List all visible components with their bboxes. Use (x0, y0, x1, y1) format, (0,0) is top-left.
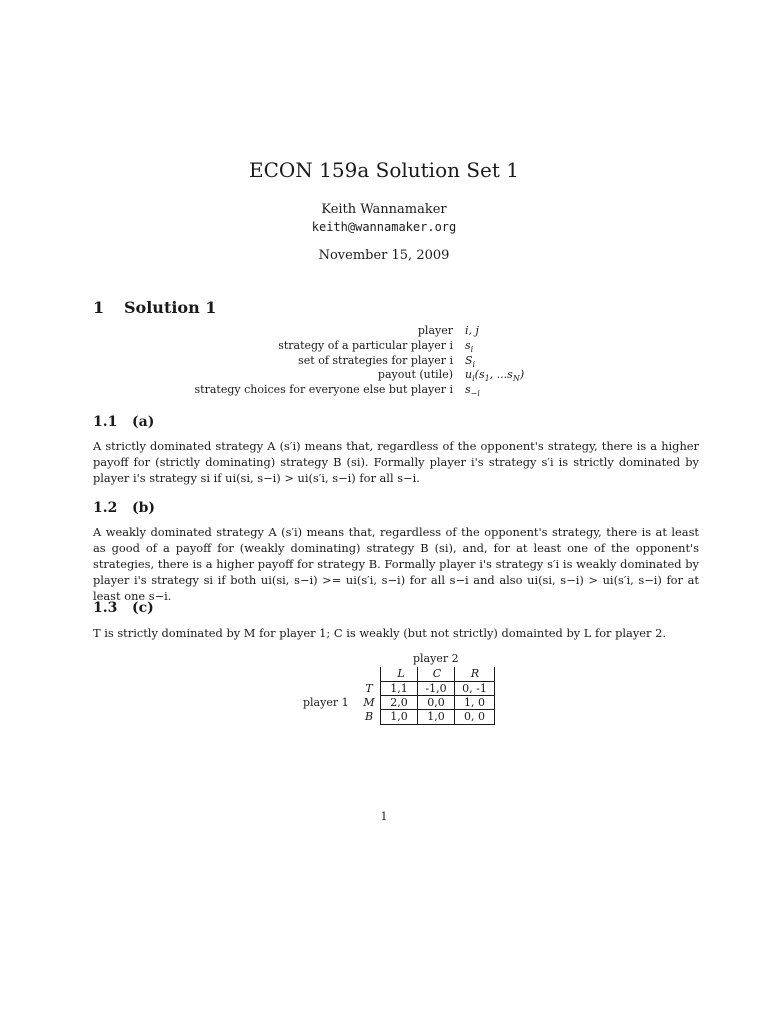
player2-label: player 2 (413, 652, 459, 665)
subsection-number: 1.2 (93, 500, 118, 516)
notation-symbol: $s_{-i}$ (465, 383, 480, 399)
payoff-cell: 1,1 (390, 682, 408, 695)
row-header: M (363, 696, 375, 709)
row-header: B (364, 710, 374, 723)
notation-description: strategy choices for everyone else but player i (194, 383, 453, 397)
subsection-number: 1.3 (93, 600, 118, 616)
subsection-number: 1.1 (93, 414, 118, 430)
subsection-title: (c) (132, 600, 154, 616)
page-title: ECON 159a Solution Set 1 (249, 158, 519, 182)
page-number: 1 (380, 810, 388, 823)
payoff-cell: -1,0 (425, 682, 447, 695)
author-email: keith@wannamaker.org (311, 220, 457, 234)
author-name: Keith Wannamaker (321, 202, 447, 217)
notation-symbol: $u_i(s_1$, $...s_N$) (465, 368, 525, 384)
paragraph-game-answer: T is strictly dominated by M for player 1; C is weakly (but not strictly) domainted by L for player 2. (93, 626, 666, 640)
payoff-cell: 2,0 (390, 696, 408, 709)
document-date: November 15, 2009 (318, 248, 450, 263)
paragraph-strict-domination: A strictly dominated strategy A (s′i) means that, regardless of the opponent's strategy, there is a higher payoff for (strictly dominating) strategy B (si). Formally player i's strategy s′i is strictly dominated by player i's strategy si if ui(si, s−i) > ui(s′i, s−i) for all s−i. (93, 439, 699, 485)
grid-line (494, 667, 495, 725)
notation-description: set of strategies for player i (298, 353, 453, 367)
payoff-cell: 1,0 (427, 710, 445, 723)
column-header: L (397, 667, 405, 680)
section-number: 1 (93, 298, 105, 317)
payoff-cell: 0, 0 (464, 710, 485, 723)
notation-symbol: $S_i$ (465, 353, 476, 369)
notation-symbol: i, j (465, 324, 479, 337)
section-title: Solution 1 (124, 298, 217, 317)
notation-description: player (417, 324, 453, 337)
subsection-title: (a) (132, 414, 155, 430)
notation-description: payout (utile) (377, 368, 453, 382)
payoff-cell: 0, -1 (462, 682, 487, 695)
column-header: C (432, 667, 442, 680)
notation-symbol: $s_i$ (465, 338, 474, 354)
payoff-cell: 1,0 (390, 710, 408, 723)
notation-description: strategy of a particular player i (278, 338, 453, 352)
payoff-cell: 1, 0 (464, 696, 485, 709)
paragraph-weak-domination: A weakly dominated strategy A (s′i) means that, regardless of the opponent's strategy, there is at least as good of a payoff for (weakly dominating) strategy B (si), and, for at least one of the opponent's strategies, there is a higher payoff for strategy B. Formally player i's strategy s′i is weakly dominated by player i's strategy si if both ui(si, s−i) >= ui(s′i, s−i) for all s−i and also ui(si, s−i) > ui(s′i, s−i) for at least one s−i. (93, 525, 699, 603)
subsection-title: (b) (132, 500, 156, 516)
row-header: T (365, 682, 373, 695)
player1-label: player 1 (303, 696, 349, 709)
grid-line (380, 724, 495, 725)
payoff-cell: 0,0 (427, 696, 445, 709)
column-header: R (470, 667, 480, 680)
